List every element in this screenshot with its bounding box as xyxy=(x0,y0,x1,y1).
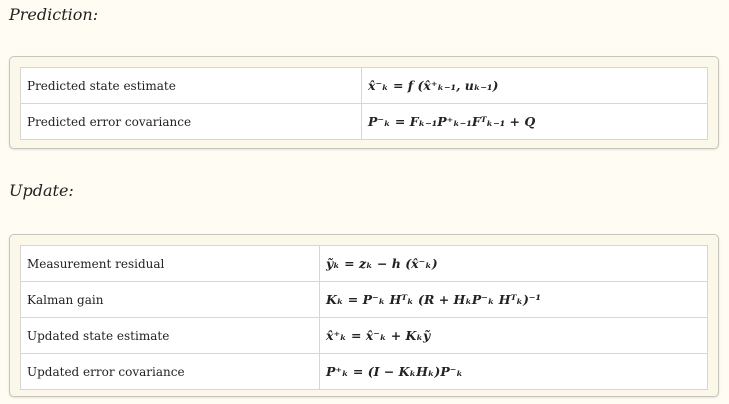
prediction-table xyxy=(20,67,708,140)
table-row xyxy=(21,282,708,318)
predicted-state-label: Predicted state estimate xyxy=(21,68,362,104)
prediction-heading: Prediction: xyxy=(9,5,99,24)
predicted-covariance-equation: P⁻ₖ = Fₖ₋₁P⁺ₖ₋₁Fᵀₖ₋₁ + Q xyxy=(362,104,708,140)
update-panel xyxy=(9,234,719,397)
prediction-panel xyxy=(9,56,719,149)
table-row xyxy=(21,354,708,390)
updated-covariance-equation: P⁺ₖ = (I − KₖHₖ)P⁻ₖ xyxy=(320,354,708,390)
updated-covariance-label: Updated error covariance xyxy=(21,354,320,390)
update-heading: Update: xyxy=(9,181,74,200)
update-table xyxy=(20,245,708,390)
predicted-covariance-label: Predicted error covariance xyxy=(21,104,362,140)
table-row xyxy=(21,68,708,104)
predicted-state-equation: x̂⁻ₖ = f (x̂⁺ₖ₋₁, uₖ₋₁) xyxy=(362,68,708,104)
measurement-residual-equation: ỹₖ = zₖ − h (x̂⁻ₖ) xyxy=(320,246,708,282)
kalman-gain-equation: Kₖ = P⁻ₖ Hᵀₖ (R + HₖP⁻ₖ Hᵀₖ)⁻¹ xyxy=(320,282,708,318)
table-row xyxy=(21,104,708,140)
updated-state-equation: x̂⁺ₖ = x̂⁻ₖ + Kₖỹ xyxy=(320,318,708,354)
measurement-residual-label: Measurement residual xyxy=(21,246,320,282)
updated-state-label: Updated state estimate xyxy=(21,318,320,354)
kalman-gain-label: Kalman gain xyxy=(21,282,320,318)
table-row xyxy=(21,246,708,282)
table-row xyxy=(21,318,708,354)
